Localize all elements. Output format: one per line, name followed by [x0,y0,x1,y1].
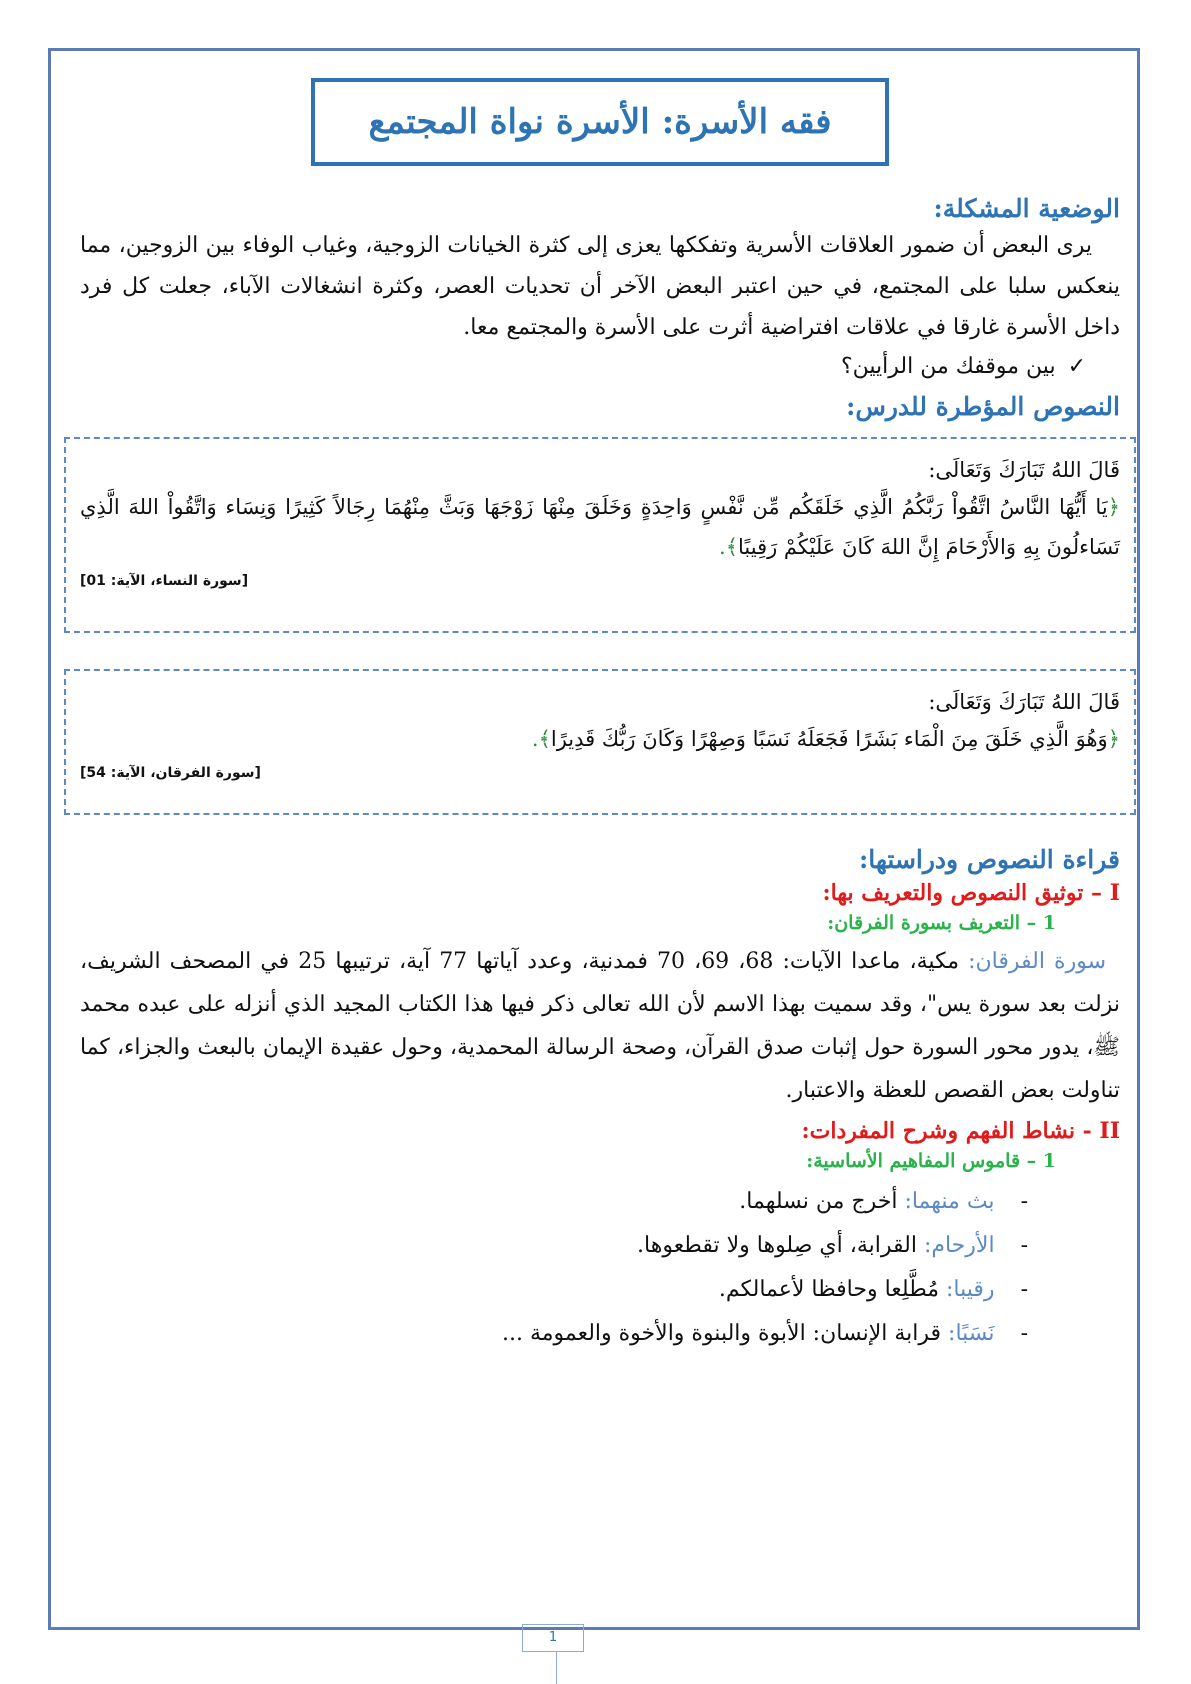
reading-heading: قراءة النصوص ودراستها: [859,845,1120,874]
situation-paragraph: يرى البعض أن ضمور العلاقات الأسرية وتفككها يعزى إلى كثرة الخيانات الزوجية، وغياب الوفاء بين الزوجين، مما ينعكس سلبا على المجتمع، في حين اعتبر البعض الآخر أن تحديات العصر، وكثرة انشغالات الآباء، جعلت كل فرد داخل الأسرة غارقا في علاقات افتراضية أثرت على الأسرة والمجتمع معا. [80,233,1120,340]
section-heading-comprehension: II - نشاط الفهم وشرح المفردات: [801,1118,1120,1144]
surah-description: مكية، ماعدا الآيات: 68، 69، 70 فمدنية، وعدد آياتها 77 آية، ترتيبها 25 في المصحف الشريف، نزلت بعد سورة يس"، وقد سميت بهذا الاسم لأن الله تعالى ذكر فيها هذا الكتاب المجيد الذي أنزله على عبده محمد ﷺ، يدور محور السورة حول إثبات صدق القرآن، وصحة الرسالة المحمدية، وحول عقيدة الإيمان بالبعث والجزاء، كما تناولت بعض القصص للعظة والاعتبار. [80,949,1120,1103]
page-number-connector [556,1652,557,1684]
lesson-title-box [311,78,889,166]
subheading-surah-intro: 1 – التعريف بسورة الفرقان: [827,912,1056,934]
verse-box-furqan [64,669,1136,815]
document-body [80,78,1120,1356]
question-line [80,348,1086,386]
vocab-definition: أخرج من نسلهما. [739,1189,905,1214]
page-number: 1 [522,1624,584,1652]
list-item [80,1180,1028,1224]
dash-icon: - [1020,1321,1028,1346]
vocabulary-list [80,1180,1120,1356]
dash-icon: - [1020,1277,1028,1302]
verse-box-nisa [64,437,1136,633]
quran-close-bracket: ﴾. [531,727,551,751]
lesson-title: فقه الأسرة: الأسرة نواة المجتمع [368,102,832,142]
vocab-term: نَسَبًا: [948,1321,995,1346]
verse-reference: [سورة الفرقان، الآية: 54] [80,765,261,781]
dash-icon: - [1020,1189,1028,1214]
verse-body: وَهُوَ الَّذِي خَلَقَ مِنَ الْمَاء بَشَرًا فَجَعَلَهُ نَسَبًا وَصِهْرًا وَكَانَ رَبُّكَ قَدِيرًا [550,727,1108,751]
checkmark-icon: ✓ [1067,354,1086,379]
dash-icon: - [1020,1233,1028,1258]
surah-label: سورة الفرقان: [968,949,1107,974]
list-item [80,1224,1028,1268]
section-heading-documentation: I – توثيق النصوص والتعريف بها: [822,880,1120,906]
vocab-definition: قرابة الإنسان: الأبوة والبنوة والأخوة والعمومة ... [501,1321,949,1346]
verse-intro: قَالَ اللهُ تَبَارَكَ وَتَعَالَى: [928,458,1120,482]
quran-close-bracket: ﴾. [719,535,738,559]
verse-reference: [سورة النساء، الآية: 01] [80,573,249,589]
list-item [80,1268,1028,1312]
quran-open-bracket: ﴿ [1107,495,1120,519]
surah-paragraph [80,940,1120,1112]
vocab-definition: مُطَّلِعا وحافظا لأعمالكم. [718,1277,947,1302]
list-item [80,1312,1028,1356]
quran-open-bracket: ﴿ [1107,727,1120,751]
subheading-glossary: 1 – قاموس المفاهيم الأساسية: [806,1150,1056,1172]
vocab-term: رقيبا: [946,1277,995,1302]
vocab-term: بث منهما: [904,1189,995,1214]
verse-text [80,719,1120,759]
question-text: بين موقفك من الرأيين؟ [840,354,1056,379]
situation-heading: الوضعية المشكلة: [933,194,1120,223]
verse-intro: قَالَ اللهُ تَبَارَكَ وَتَعَالَى: [928,690,1120,714]
framing-texts-heading: النصوص المؤطرة للدرس: [846,392,1120,421]
verse-text [80,487,1120,567]
vocab-definition: القرابة، أي صِلوها ولا تقطعوها. [637,1233,924,1258]
verse-body: يَا أَيُّهَا النَّاسُ اتَّقُواْ رَبَّكُمُ الَّذِي خَلَقَكُم مِّن نَّفْسٍ وَاحِدَةٍ وَخَلَقَ مِنْهَا زَوْجَهَا وَبَثَّ مِنْهُمَا رِجَالاً كَثِيرًا وَنِسَاء وَاتَّقُواْ اللهَ الَّذِي تَسَاءلُونَ بِهِ وَالأَرْحَامَ إِنَّ اللهَ كَانَ عَلَيْكُمْ رَقِيبًا [80,495,1120,559]
vocab-term: الأرحام: [923,1233,995,1258]
